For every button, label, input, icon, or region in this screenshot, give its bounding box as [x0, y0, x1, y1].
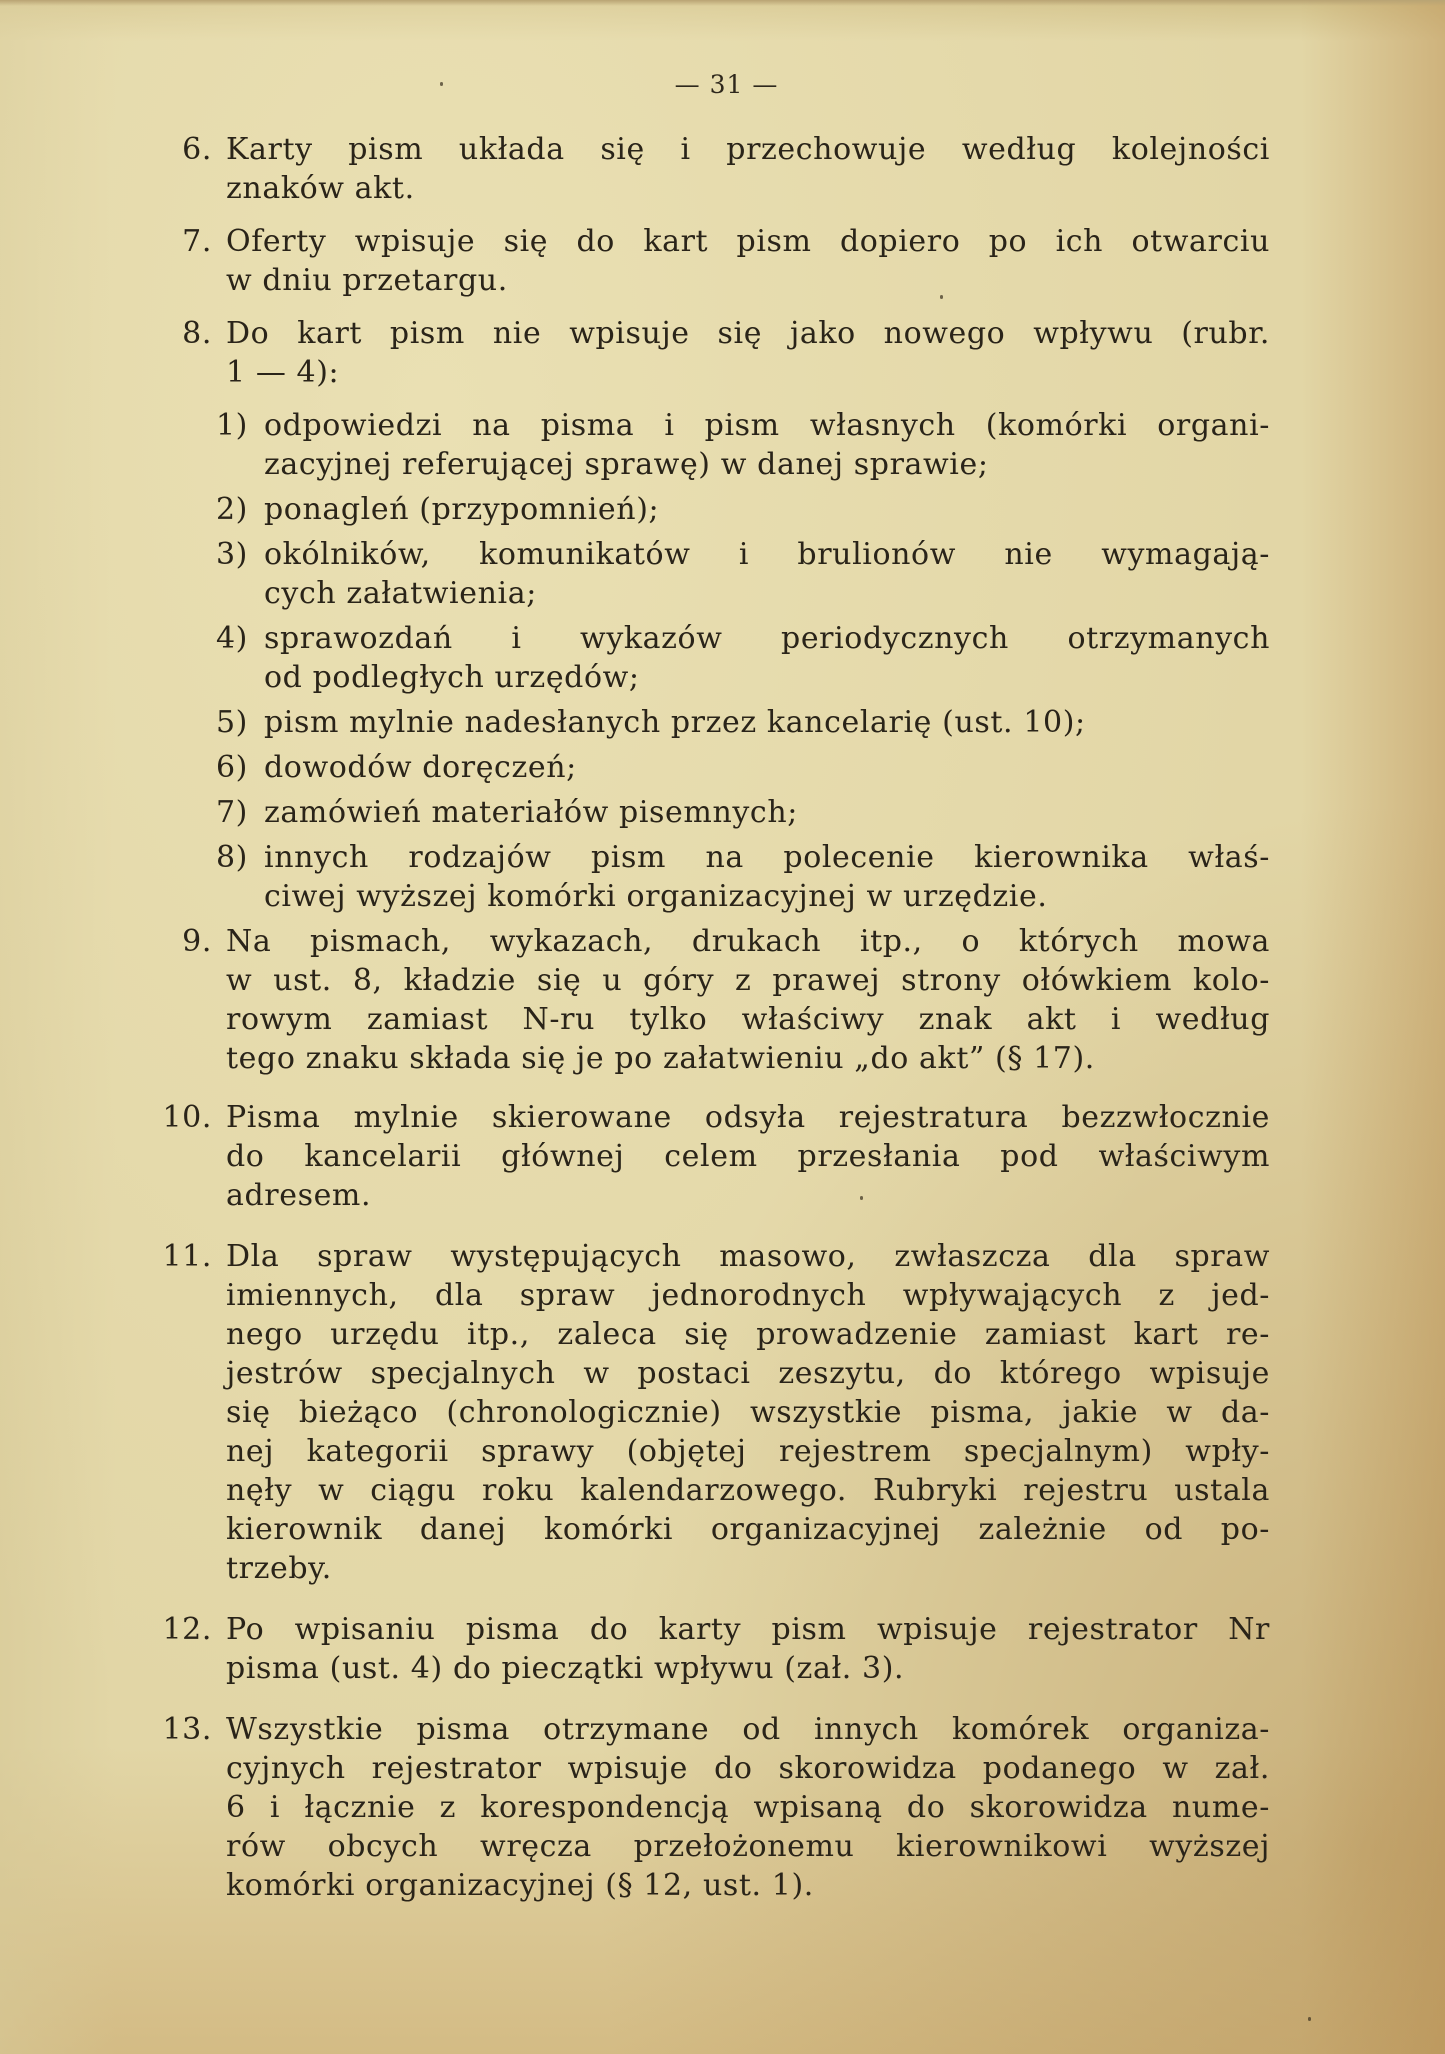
page-body: [160, 130, 1270, 1919]
list-item-number: 2): [216, 492, 248, 527]
text-line: zacyjnej referującej sprawę) w danej sprawie;: [264, 447, 989, 482]
paragraph-number: 10.: [162, 1100, 212, 1135]
text-line: 1 — 4):: [226, 355, 340, 390]
paragraph-12: [160, 1610, 1270, 1688]
text-line: w dniu przetargu.: [226, 263, 508, 298]
text-line: Wszystkie pisma otrzymane od innych komórek organiza-: [226, 1712, 1270, 1747]
paragraph-number: 11.: [162, 1239, 212, 1274]
list-item: [216, 838, 1270, 916]
text-line: pisma (ust. 4) do pieczątki wpływu (zał. 3).: [226, 1651, 905, 1686]
text-line: Pisma mylnie skierowane odsyła rejestratura bezzwłocznie: [226, 1100, 1270, 1135]
list-item: [216, 406, 1270, 484]
paragraph-number: 6.: [182, 132, 212, 167]
list-item-number: 7): [216, 795, 248, 830]
paragraph-10: [160, 1098, 1270, 1215]
text-line: zamówień materiałów pisemnych;: [264, 795, 798, 830]
paragraph-6: [160, 130, 1270, 208]
text-line: ponagleń (przypomnień);: [264, 492, 660, 527]
text-line: dowodów doręczeń;: [264, 750, 577, 785]
text-line: się bieżąco (chronologicznie) wszystkie pisma, jakie w da-: [226, 1395, 1270, 1430]
page-number-text: — 31 —: [674, 70, 779, 99]
list-item: [216, 535, 1270, 613]
text-line: imiennych, dla spraw jednorodnych wpływających z jed-: [226, 1278, 1270, 1313]
text-line: rów obcych wręcza przełożonemu kierownikowi wyższej: [226, 1829, 1270, 1864]
text-line: sprawozdań i wykazów periodycznych otrzymanych: [264, 621, 1270, 656]
text-line: innych rodzajów pism na polecenie kierownika właś-: [264, 840, 1270, 875]
paragraph-7: [160, 222, 1270, 300]
list-item: [216, 703, 1270, 742]
text-line: trzeby.: [226, 1551, 332, 1586]
text-line: jestrów specjalnych w postaci zeszytu, do którego wpisuje: [226, 1356, 1270, 1391]
list-item-number: 1): [216, 408, 248, 443]
exclusions-list: [160, 406, 1270, 916]
text-line: odpowiedzi na pisma i pism własnych (komórki organi-: [264, 408, 1270, 443]
list-item: [216, 619, 1270, 697]
text-line: tego znaku składa się je po załatwieniu „do akt” (§ 17).: [226, 1041, 1095, 1076]
text-line: Karty pism układa się i przechowuje według kolejności: [226, 132, 1270, 167]
text-line: Oferty wpisuje się do kart pism dopiero po ich otwarciu: [226, 224, 1270, 259]
text-line: Do kart pism nie wpisuje się jako nowego wpływu (rubr.: [226, 316, 1270, 351]
paragraph-number: 12.: [162, 1612, 212, 1647]
list-item-number: 6): [216, 750, 248, 785]
text-line: od podległych urzędów;: [264, 660, 640, 695]
text-line: znaków akt.: [226, 171, 415, 206]
paragraph-number: 7.: [182, 224, 212, 259]
text-line: komórki organizacyjnej (§ 12, ust. 1).: [226, 1868, 814, 1903]
text-line: w ust. 8, kładzie się u góry z prawej strony ołówkiem kolo-: [226, 963, 1270, 998]
list-item-number: 4): [216, 621, 248, 656]
text-line: do kancelarii głównej celem przesłania pod właściwym: [226, 1139, 1270, 1174]
text-line: pism mylnie nadesłanych przez kancelarię (ust. 10);: [264, 705, 1086, 740]
text-line: Po wpisaniu pisma do karty pism wpisuje rejestrator Nr: [226, 1612, 1270, 1647]
list-item: [216, 748, 1270, 787]
scan-speck: [860, 1196, 863, 1200]
text-line: rowym zamiast N-ru tylko właściwy znak akt i według: [226, 1002, 1270, 1037]
scan-speck: [440, 82, 443, 86]
scan-speck: [940, 295, 943, 299]
text-line: nego urzędu itp., zaleca się prowadzenie zamiast kart re-: [226, 1317, 1270, 1352]
list-item-number: 5): [216, 705, 248, 740]
text-line: 6 i łącznie z korespondencją wpisaną do skorowidza nume-: [226, 1790, 1270, 1825]
text-line: Dla spraw występujących masowo, zwłaszcza dla spraw: [226, 1239, 1270, 1274]
paragraph-number: 13.: [162, 1712, 212, 1747]
text-line: Na pismach, wykazach, drukach itp., o których mowa: [226, 924, 1270, 959]
list-item: [216, 793, 1270, 832]
paragraph-8: [160, 314, 1270, 392]
text-line: cyjnych rejestrator wpisuje do skorowidza podanego w zał.: [226, 1751, 1270, 1786]
paragraph-11: [160, 1237, 1270, 1588]
text-line: cych załatwienia;: [264, 576, 537, 611]
text-line: okólników, komunikatów i brulionów nie wymagają-: [264, 537, 1270, 572]
text-line: adresem.: [226, 1178, 372, 1213]
paragraph-9: [160, 922, 1270, 1078]
paragraph-13: [160, 1710, 1270, 1905]
text-line: ciwej wyższej komórki organizacyjnej w urzędzie.: [264, 879, 1048, 914]
text-line: kierownik danej komórki organizacyjnej zależnie od po-: [226, 1512, 1270, 1547]
text-line: nęły w ciągu roku kalendarzowego. Rubryki rejestru ustala: [226, 1473, 1270, 1508]
list-item: [216, 490, 1270, 529]
page-number: [0, 70, 1445, 99]
list-item-number: 3): [216, 537, 248, 572]
list-item-number: 8): [216, 840, 248, 875]
paragraph-number: 8.: [182, 316, 212, 351]
paragraph-number: 9.: [182, 924, 212, 959]
text-line: nej kategorii sprawy (objętej rejestrem specjalnym) wpły-: [226, 1434, 1270, 1469]
scan-speck: [1308, 2017, 1311, 2021]
